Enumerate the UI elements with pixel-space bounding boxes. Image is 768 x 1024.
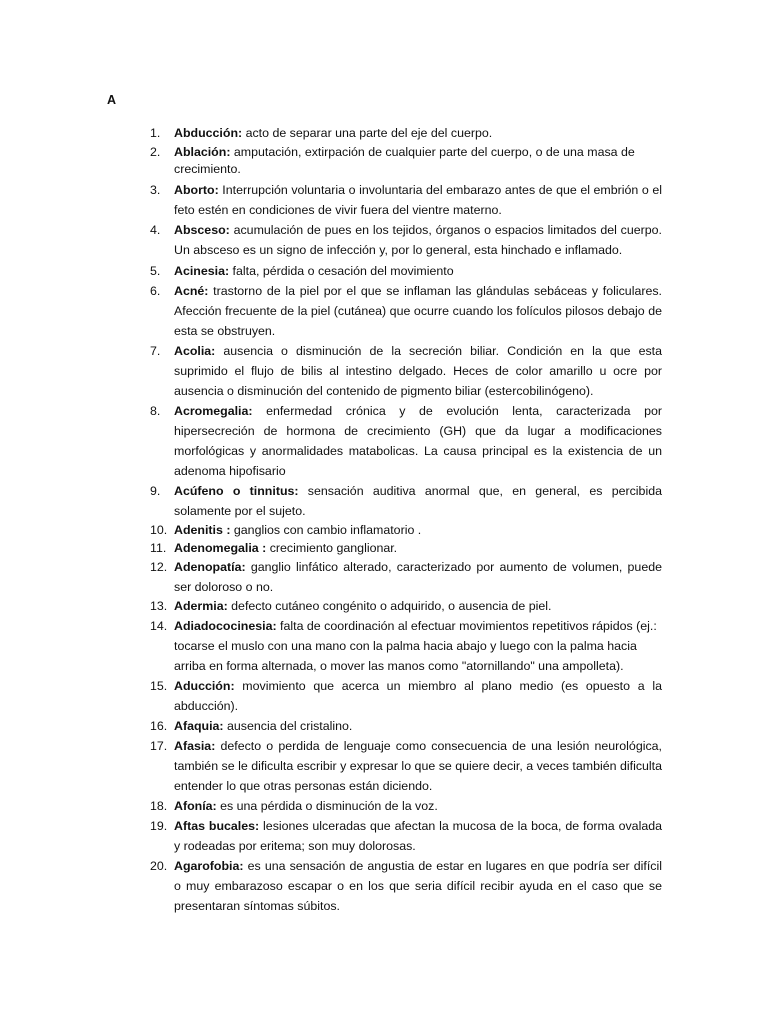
entry-definition: lesiones ulceradas que afectan la mucosa de la boca, de forma ovalada y rodeadas por eritema; son muy dolorosas. [174, 819, 662, 853]
glossary-entry [150, 144, 662, 178]
entry-term: Acúfeno o tinnitus: [174, 484, 299, 498]
entry-number: 15. [150, 679, 168, 693]
entry-term: Adermia: [174, 599, 228, 613]
section-heading: A [107, 93, 117, 107]
entry-number: 16. [150, 719, 168, 733]
entry-definition: es una pérdida o disminución de la voz. [216, 799, 438, 813]
entry-number: 9. [150, 484, 161, 498]
glossary-entry [150, 597, 662, 616]
entry-number: 12. [150, 560, 168, 574]
entry-definition: defecto cutáneo congénito o adquirido, o ausencia de piel. [227, 599, 552, 613]
glossary-entry [150, 716, 662, 736]
entry-definition: trastorno de la piel por el que se inflaman las glándulas sebáceas y foliculares. Afección frecuente de la piel (cutánea) que ocurre cuando los folículos pilosos debajo de esta se obstruyen. [174, 284, 662, 338]
entry-number: 10. [150, 523, 168, 537]
entry-term: Adenitis : [174, 523, 231, 537]
entry-number: 20. [150, 859, 168, 873]
entry-term: Agarofobia: [174, 859, 244, 873]
entry-number: 2. [150, 145, 161, 159]
entry-number: 6. [150, 284, 161, 298]
glossary-entry [150, 401, 662, 481]
entry-definition: ganglios con cambio inflamatorio . [230, 523, 422, 537]
entry-definition: crecimiento ganglionar. [266, 541, 398, 555]
entry-number: 18. [150, 799, 168, 813]
entry-number: 7. [150, 344, 161, 358]
glossary-entry [150, 123, 662, 143]
entry-term: Aducción: [174, 679, 235, 693]
entry-term: Acinesia: [174, 264, 230, 278]
entry-definition: amputación, extirpación de cualquier parte del cuerpo, o de una masa de crecimiento. [174, 145, 635, 176]
entry-definition: ganglio linfático alterado, caracterizado por aumento de volumen, puede ser doloroso o no. [174, 560, 662, 594]
glossary-entry [150, 521, 662, 539]
entry-definition: falta de coordinación al efectuar movimientos repetitivos rápidos (ej.: tocarse el muslo con una mano con la palma hacia abajo y luego con la palma hacia arriba en forma alternada, o mover las manos como "atornillando" una ampolleta). [174, 619, 657, 673]
entry-number: 13. [150, 599, 168, 613]
entry-definition: ausencia o disminución de la secreción biliar. Condición en la que esta suprimido el flujo de bilis al intestino delgado. Heces de color amarillo u ocre por ausencia o disminución del contenido de pigmento biliar (estercobilinógeno). [174, 344, 662, 398]
entry-definition: defecto o perdida de lenguaje como consecuencia de una lesión neurológica, también se le dificulta escribir y expresar lo que se quiere decir, a veces también dificulta entender lo que otras personas están diciendo. [174, 739, 662, 793]
entry-number: 5. [150, 264, 161, 278]
entry-number: 1. [150, 126, 161, 140]
glossary-entry [150, 816, 662, 856]
glossary-entry [150, 539, 662, 557]
entry-number: 11. [150, 541, 167, 555]
entry-definition: es una sensación de angustia de estar en lugares en que podría ser difícil o muy embarazoso escapar o en los que seria difícil recibir ayuda en el caso que se presentaran síntomas súbitos. [174, 859, 662, 913]
entry-definition: Interrupción voluntaria o involuntaria del embarazo antes de que el embrión o el feto estén en condiciones de vivir fuera del vientre materno. [174, 183, 662, 217]
glossary-entry [150, 676, 662, 716]
entry-number: 3. [150, 183, 161, 197]
entry-term: Aftas bucales: [174, 819, 260, 833]
glossary-entry [150, 341, 662, 401]
entry-number: 14. [150, 619, 168, 633]
entry-term: Afasia: [174, 739, 216, 753]
entry-term: Absceso: [174, 223, 230, 237]
entry-term: Acolia: [174, 344, 216, 358]
entry-term: Ablación: [174, 145, 231, 159]
entry-term: Adenomegalia : [174, 541, 267, 555]
entry-number: 19. [150, 819, 168, 833]
glossary-entry [150, 180, 662, 220]
entry-term: Afonía: [174, 799, 217, 813]
glossary-entry [150, 796, 662, 816]
glossary-entry [150, 736, 662, 796]
entry-term: Acromegalia: [174, 404, 253, 418]
glossary-entry [150, 481, 662, 521]
entry-term: Abducción: [174, 126, 243, 140]
entry-number: 8. [150, 404, 161, 418]
entry-definition: falta, pérdida o cesación del movimiento [229, 264, 454, 278]
entry-definition: acumulación de pues en los tejidos, órganos o espacios limitados del cuerpo. Un absceso es un signo de infección y, por lo general, esta hinchado e inflamado. [174, 223, 662, 257]
entry-definition: movimiento que acerca un miembro al plano medio (es opuesto a la abducción). [174, 679, 662, 713]
glossary-list [150, 123, 662, 916]
entry-definition: sensación auditiva anormal que, en general, es percibida solamente por el sujeto. [174, 484, 662, 518]
entry-term: Adenopatía: [174, 560, 246, 574]
glossary-entry [150, 557, 662, 597]
glossary-entry [150, 616, 662, 676]
entry-definition: acto de separar una parte del eje del cuerpo. [242, 126, 493, 140]
entry-term: Afaquia: [174, 719, 224, 733]
entry-term: Aborto: [174, 183, 219, 197]
entry-term: Acné: [174, 284, 209, 298]
entry-definition: enfermedad crónica y de evolución lenta, caracterizada por hipersecreción de hormona de crecimiento (GH) que da lugar a modificaciones morfológicas y anormalidades matabolicas. La causa principal es la existencia de un adenoma hipofisario [174, 404, 662, 478]
entry-definition: ausencia del cristalino. [223, 719, 353, 733]
glossary-entry [150, 856, 662, 916]
entry-number: 17. [150, 739, 168, 753]
glossary-entry [150, 220, 662, 260]
entry-number: 4. [150, 223, 161, 237]
glossary-entry [150, 261, 662, 281]
glossary-entry [150, 281, 662, 341]
entry-term: Adiadococinesia: [174, 619, 277, 633]
